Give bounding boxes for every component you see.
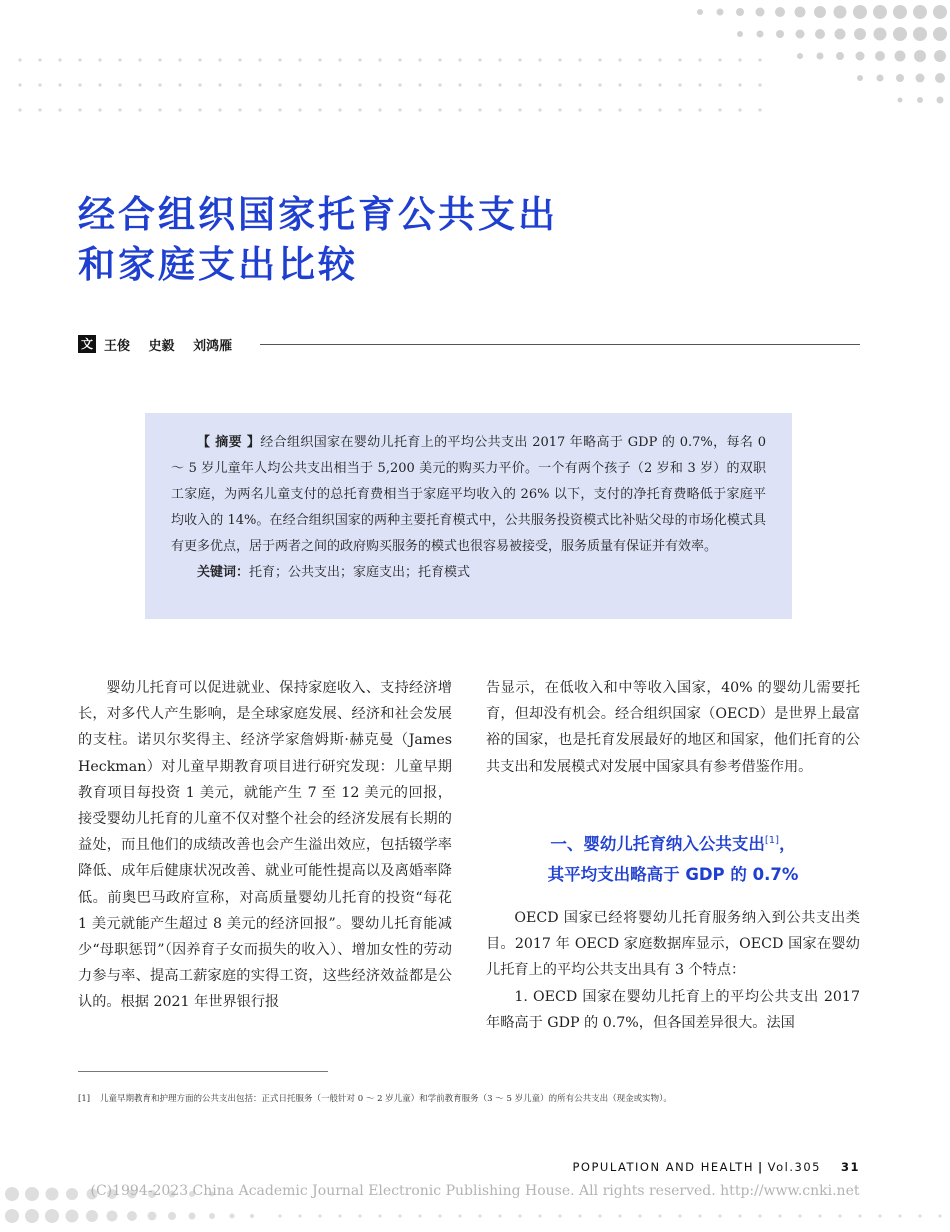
- author-name: 刘鸿雁: [193, 338, 233, 354]
- left-column: [78, 675, 452, 1016]
- page-number: 31: [840, 1160, 860, 1174]
- footnote-text: 儿童早期教育和护理方面的公共支出包括：正式日托服务（一般针对 0 ～ 2 岁儿童）和学前教育服务（3 ～ 5 岁儿童）的所有公共支出（现金或实物）。: [100, 1094, 672, 1104]
- footnote-number: [1]: [78, 1094, 91, 1104]
- footnote-divider: [78, 1071, 328, 1072]
- footer-separator: |: [757, 1160, 764, 1174]
- copyright-notice: (C)1994-2023 China Academic Journal Electronic Publishing House. All rights reserved. http://www.cnki.net: [90, 1183, 860, 1199]
- article-title-line2: 和家庭支出比较: [78, 243, 358, 286]
- body-paragraph: OECD 国家已经将婴幼儿托育服务纳入到公共支出类目。2017 年 OECD 家庭数据库显示，OECD 国家在婴幼儿托育上的平均公共支出具有 3 个特点：: [486, 910, 860, 979]
- abstract-body: 经合组织国家在婴幼儿托育上的平均公共支出 2017 年略高于 GDP 的 0.7%，每名 0 ～ 5 岁儿童年人均公共支出相当于 5,200 美元的购买力平价。一个有两个孩子（2 岁和 3 岁）的双职工家庭，为两名儿童支付的总托育费相当于家庭平均收入的 26% 以下，支付的净托育费略低于家庭平均收入的 14%。在经合组织国家的两种主要托育模式中，公共服务投资模式比补贴父母的市场化模式具有更多优点，居于两者之间的政府购买服务的模式也很容易被接受，服务质量有保证并有效率。: [171, 435, 766, 554]
- body-paragraph: 婴幼儿托育可以促进就业、保持家庭收入、支持经济增长，对多代人产生影响，是全球家庭发展、经济和社会发展的支柱。诺贝尔奖得主、经济学家詹姆斯·赫克曼（James Heckman）对儿童早期教育项目进行研究发现：儿童早期教育项目每投资 1 美元，就能产生 7 至 12 美元的回报，接受婴幼儿托育的儿童不仅对整个社会的经济发展有长期的益处，而且他们的成绩改善也会产生溢出效应，包括辍学率降低、成年后健康状况改善、就业可能性提高以及离婚率降低。前奥巴马政府宣称，对高质量婴幼儿托育的投资“每花 1 美元就能产生超过 8 美元的经济回报”。婴幼儿托育能减少“母职惩罚”（因养育子女而损失的收入）、增加女性的劳动力参与率、提高工薪家庭的实得工资，这些经济效益都是公认的。根据 2021 年世界银行报: [78, 680, 452, 1011]
- article-title: [78, 190, 558, 290]
- right-column-bottom: [486, 905, 860, 1036]
- body-paragraph: 1. OECD 国家在婴幼儿托育上的平均公共支出 2017 年略高于 GDP 的 0.7%，但各国差异很大。法国: [486, 988, 860, 1031]
- volume-number: Vol.305: [767, 1160, 821, 1174]
- author-list: [104, 335, 246, 354]
- author-name: 史毅: [148, 338, 175, 354]
- section-heading: [486, 826, 860, 890]
- keywords: [171, 560, 766, 586]
- author-name: 王俊: [104, 338, 131, 354]
- byline-divider: [260, 344, 860, 345]
- section-heading-line1: 一、婴幼儿托育纳入公共支出: [550, 834, 765, 854]
- byline-marker: 文: [78, 335, 96, 353]
- article-title-line1: 经合组织国家托育公共支出: [78, 193, 558, 236]
- journal-name: POPULATION AND HEALTH: [572, 1160, 754, 1174]
- right-column-top: [486, 675, 860, 780]
- abstract-text: [171, 430, 766, 560]
- byline: [78, 333, 860, 355]
- keywords-text: 托育；公共支出；家庭支出；托育模式: [249, 565, 471, 580]
- section-heading-line2: 其平均支出略高于 GDP 的 0.7%: [547, 864, 799, 884]
- footnote-ref[interactable]: [1]: [764, 835, 780, 846]
- keywords-label: 关键词：: [197, 565, 250, 580]
- section-heading-comma: ，: [779, 834, 796, 854]
- decorative-dot-pattern-top: [0, 0, 950, 130]
- body-paragraph-continued: 告显示，在低收入和中等收入国家，40% 的婴幼儿需要托育，但却没有机会。经合组织国家（OECD）是世界上最富裕的国家，也是托育发展最好的地区和国家，他们托育的公共支出和发展模式对发展中国家具有参考借鉴作用。: [486, 680, 860, 775]
- abstract-label: 【 摘要 】: [197, 435, 261, 450]
- footnote: [78, 1092, 878, 1106]
- running-footer: [558, 1160, 860, 1174]
- abstract-box: [145, 413, 792, 619]
